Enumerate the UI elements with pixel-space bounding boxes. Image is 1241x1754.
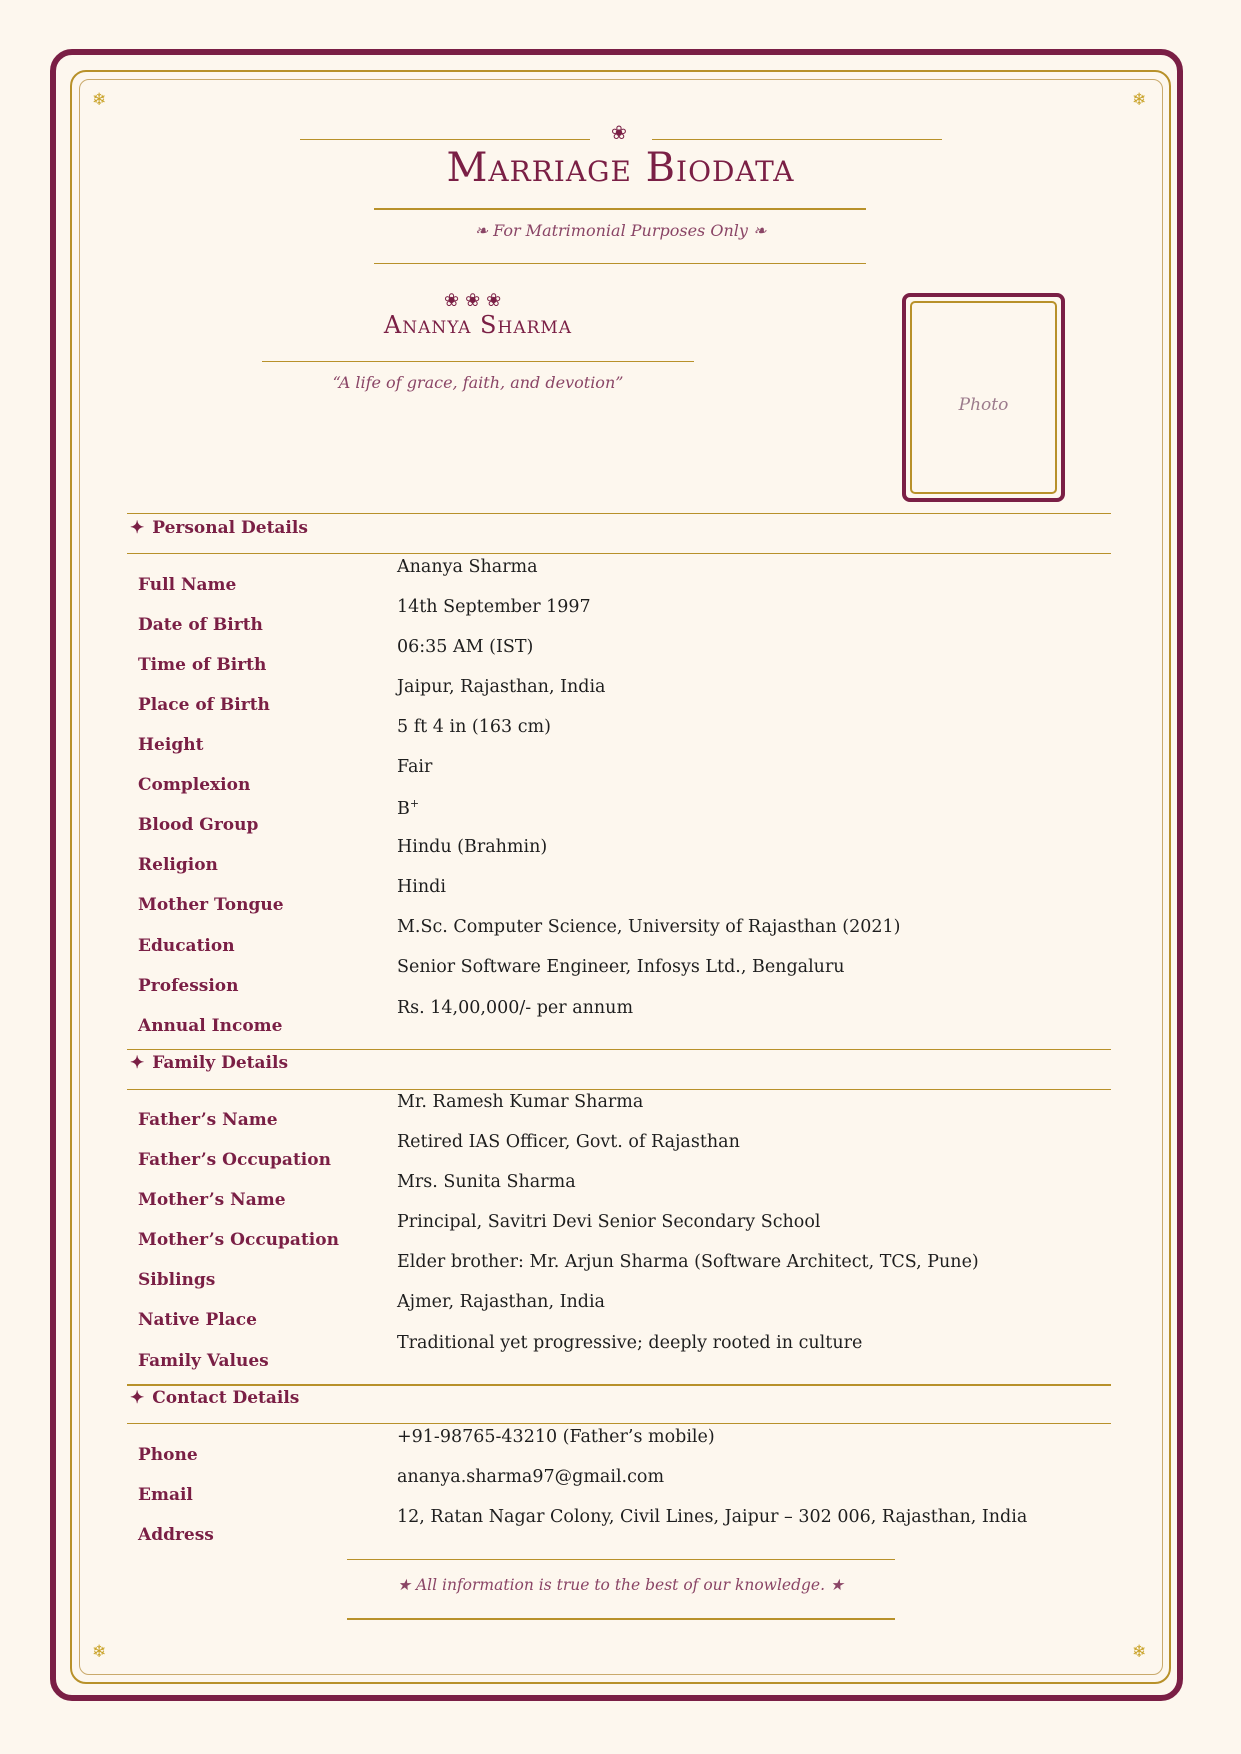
label-phone: Phone bbox=[138, 1445, 198, 1465]
profile-motto: “A life of grace, faith, and devotion” bbox=[332, 373, 624, 392]
label-religion: Religion bbox=[138, 855, 218, 875]
footer-rule-top bbox=[347, 1559, 895, 1560]
value-mothers-occupation: Principal, Savitri Devi Senior Secondary School bbox=[397, 1212, 821, 1232]
footer-declaration: ★ All information is true to the best of our knowledge. ★ bbox=[397, 1576, 844, 1594]
photo-inner-frame bbox=[910, 301, 1057, 494]
label-profession: Profession bbox=[138, 976, 239, 996]
title-rule-left bbox=[300, 139, 590, 140]
value-siblings: Elder brother: Mr. Arjun Sharma (Software Architect, TCS, Pune) bbox=[397, 1252, 979, 1272]
value-address: 12, Ratan Nagar Colony, Civil Lines, Jaipur – 302 006, Rajasthan, India bbox=[397, 1507, 1028, 1527]
label-height: Height bbox=[138, 735, 204, 755]
page-subtitle: ❧ For Matrimonial Purposes Only ❧ bbox=[474, 221, 767, 240]
value-education: M.Sc. Computer Science, University of Rajasthan (2021) bbox=[397, 917, 901, 937]
label-email: Email bbox=[138, 1485, 193, 1505]
profile-name: Ananya Sharma bbox=[383, 311, 573, 339]
section-rule bbox=[127, 1384, 1111, 1386]
value-family-values: Traditional yet progressive; deeply rooted in culture bbox=[397, 1333, 863, 1353]
snowflake-icon: ❄ bbox=[1132, 1642, 1147, 1662]
value-email: ananya.sharma97@gmail.com bbox=[397, 1467, 665, 1487]
section-title: Family Details bbox=[152, 1053, 289, 1073]
value-date-of-birth: 14th September 1997 bbox=[397, 597, 591, 617]
value-mother-tongue: Hindi bbox=[397, 877, 446, 897]
title-rule-right bbox=[652, 139, 942, 140]
label-fathers-name: Father’s Name bbox=[138, 1110, 278, 1130]
value-phone: +91-98765-43210 (Father’s mobile) bbox=[397, 1427, 715, 1447]
label-mothers-occupation: Mother’s Occupation bbox=[138, 1230, 339, 1250]
label-time-of-birth: Time of Birth bbox=[138, 655, 267, 675]
snowflake-icon: ❄ bbox=[92, 90, 107, 110]
section-rule bbox=[127, 553, 1111, 554]
label-full-name: Full Name bbox=[138, 575, 237, 595]
value-annual-income: Rs. 14,00,000/- per annum bbox=[397, 998, 634, 1018]
label-native-place: Native Place bbox=[138, 1310, 257, 1330]
title-underline bbox=[374, 208, 866, 210]
label-address: Address bbox=[138, 1525, 214, 1545]
value-mothers-name: Mrs. Sunita Sharma bbox=[397, 1172, 576, 1192]
label-complexion: Complexion bbox=[138, 775, 251, 795]
value-profession: Senior Software Engineer, Infosys Ltd., Bengaluru bbox=[397, 957, 845, 977]
value-fathers-occupation: Retired IAS Officer, Govt. of Rajasthan bbox=[397, 1132, 740, 1152]
value-place-of-birth: Jaipur, Rajasthan, India bbox=[397, 677, 606, 697]
blood-group-sign: + bbox=[409, 797, 420, 810]
star-icon: ✦ bbox=[130, 1053, 145, 1073]
label-education: Education bbox=[138, 936, 235, 956]
section-rule bbox=[127, 1089, 1111, 1090]
section-rule bbox=[127, 1049, 1111, 1050]
section-title: Personal Details bbox=[152, 518, 308, 538]
section-heading-contact bbox=[130, 1388, 299, 1408]
photo-placeholder: Photo bbox=[958, 395, 1009, 415]
flower-icon: ❀ bbox=[611, 122, 627, 144]
section-rule bbox=[127, 1423, 1111, 1424]
section-heading-personal bbox=[130, 518, 308, 538]
name-underline bbox=[262, 361, 694, 362]
label-siblings: Siblings bbox=[138, 1270, 216, 1290]
label-place-of-birth: Place of Birth bbox=[138, 695, 270, 715]
label-mothers-name: Mother’s Name bbox=[138, 1190, 286, 1210]
blood-group-letter: B bbox=[397, 798, 410, 819]
label-blood-group: Blood Group bbox=[138, 815, 259, 835]
value-full-name: Ananya Sharma bbox=[397, 557, 538, 577]
value-blood-group bbox=[397, 797, 419, 819]
value-fathers-name: Mr. Ramesh Kumar Sharma bbox=[397, 1092, 644, 1112]
value-native-place: Ajmer, Rajasthan, India bbox=[397, 1292, 605, 1312]
star-icon: ✦ bbox=[130, 1388, 145, 1408]
page-title: Marriage Biodata bbox=[446, 145, 795, 191]
label-family-values: Family Values bbox=[138, 1351, 269, 1371]
section-rule bbox=[127, 513, 1111, 514]
value-height: 5 ft 4 in (163 cm) bbox=[397, 717, 551, 737]
subtitle-underline bbox=[374, 263, 866, 264]
snowflake-icon: ❄ bbox=[92, 1642, 107, 1662]
flowers-icon: ❀❀❀ bbox=[444, 290, 508, 311]
section-title: Contact Details bbox=[152, 1388, 300, 1408]
footer-rule-bottom bbox=[347, 1618, 895, 1620]
value-time-of-birth: 06:35 AM (IST) bbox=[397, 637, 534, 657]
snowflake-icon: ❄ bbox=[1132, 90, 1147, 110]
label-annual-income: Annual Income bbox=[138, 1016, 283, 1036]
photo-frame bbox=[902, 293, 1065, 502]
value-complexion: Fair bbox=[397, 757, 433, 777]
star-icon: ✦ bbox=[130, 518, 145, 538]
label-mother-tongue: Mother Tongue bbox=[138, 895, 284, 915]
section-heading-family bbox=[130, 1053, 288, 1073]
label-date-of-birth: Date of Birth bbox=[138, 615, 263, 635]
label-fathers-occupation: Father’s Occupation bbox=[138, 1150, 331, 1170]
value-religion: Hindu (Brahmin) bbox=[397, 837, 548, 857]
